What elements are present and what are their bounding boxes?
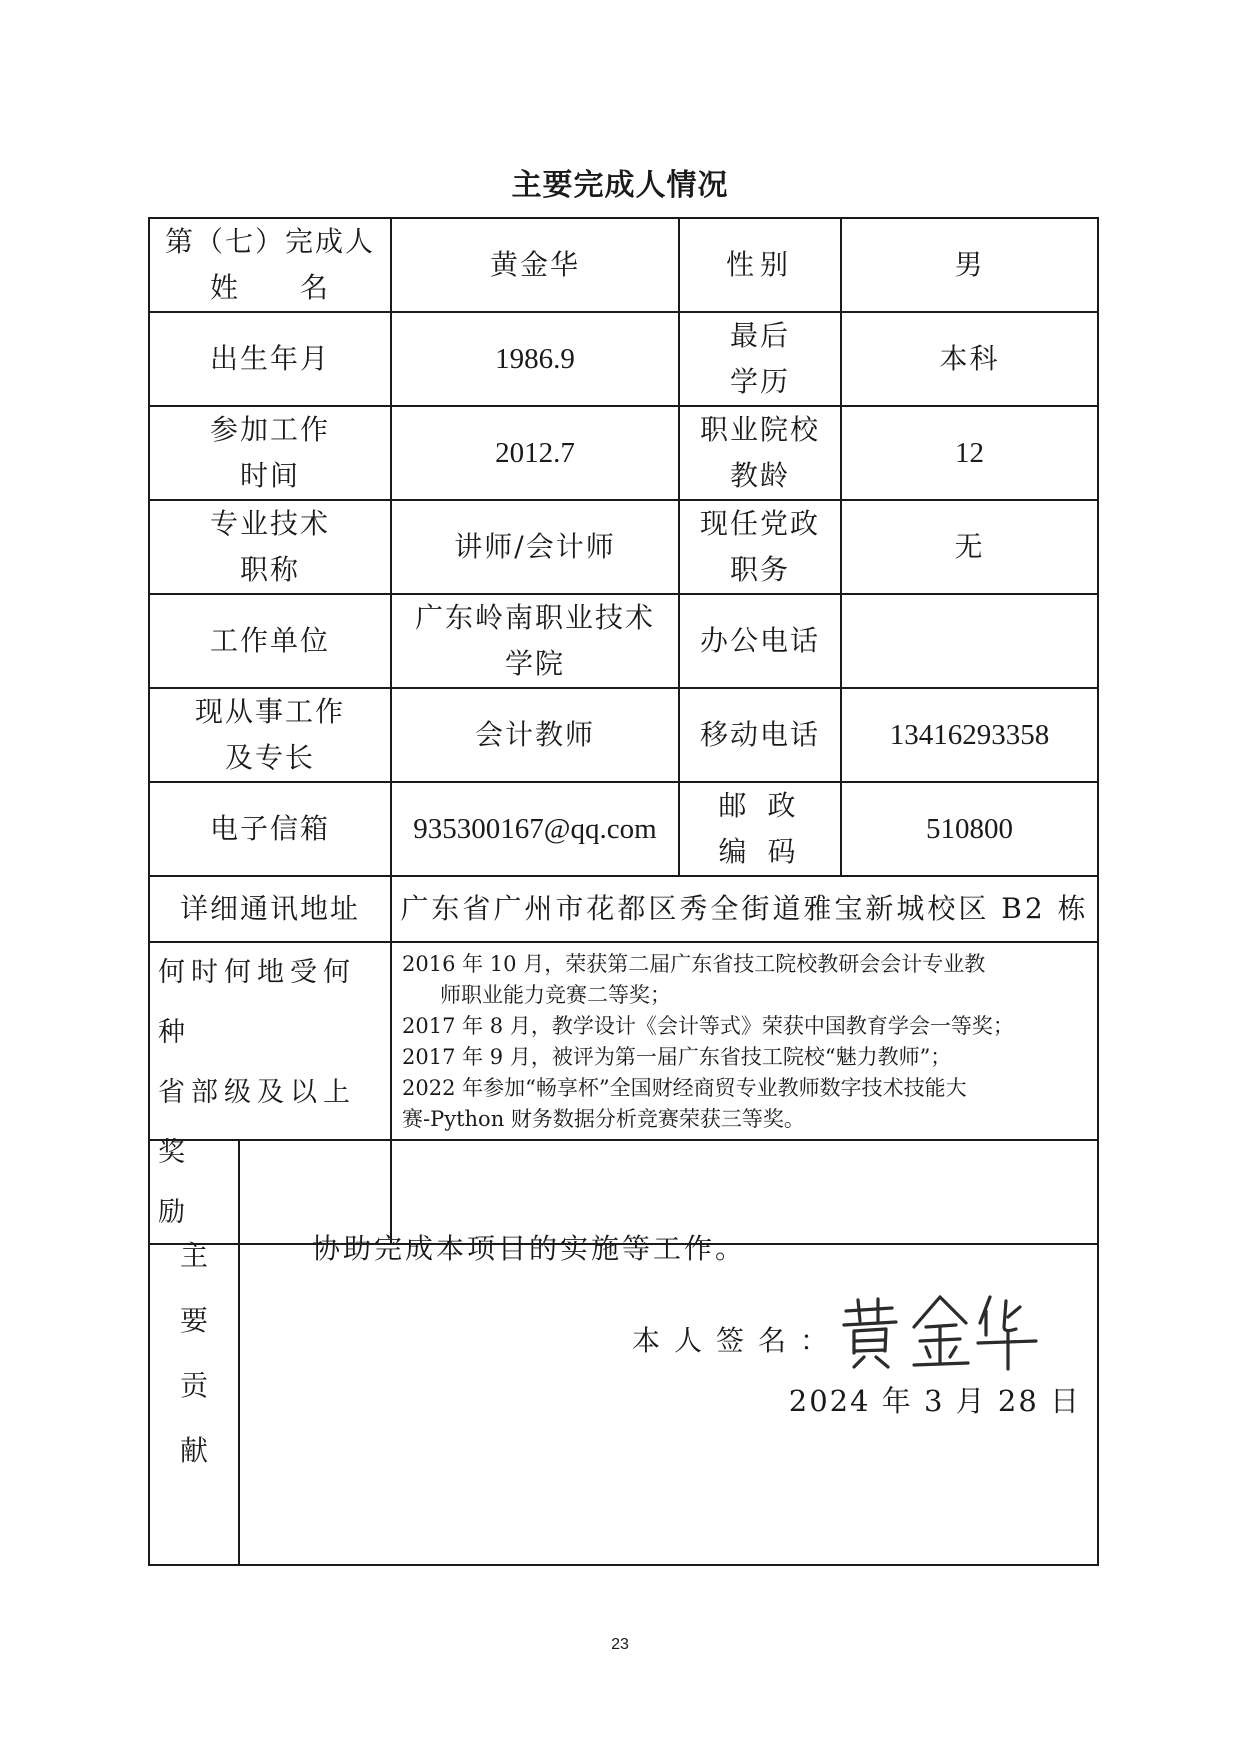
office-phone-value: [841, 594, 1098, 688]
address-label: 详细通讯地址: [149, 876, 391, 942]
contribution-label-char: 献: [179, 1433, 208, 1467]
postcode-value: 510800: [841, 782, 1098, 876]
signature-label: 本人签名：: [632, 1324, 843, 1357]
postcode-label: [679, 782, 841, 876]
table-row: [149, 594, 1098, 688]
party-position-label: [679, 500, 841, 594]
employer-value-line2: 学院: [504, 647, 565, 680]
table-row: [149, 782, 1098, 876]
award-item: 2017 年 8 月，教学设计《会计等式》荣获中国教育学会一等奖；: [402, 1014, 1014, 1038]
party-position-label-line1: 现任党政: [699, 507, 820, 540]
awards-label-line2: 省部级及以上奖: [158, 1077, 356, 1168]
employer-label: 工作单位: [149, 594, 391, 688]
table-row: [149, 1140, 1098, 1565]
name-label-line1: 第（七）完成人: [164, 225, 375, 258]
signature-date: 2024 年 3 月 28 日: [788, 1384, 1081, 1418]
awards-label-line3: 励: [158, 1197, 191, 1228]
award-item: 赛-Python 财务数据分析竞赛荣获三等奖。: [402, 1107, 805, 1131]
page-number: 23: [611, 1636, 629, 1653]
education-label-line1: 最后: [729, 319, 790, 352]
office-phone-label: 办公电话: [679, 594, 841, 688]
email-label: 电子信箱: [149, 782, 391, 876]
email-value: 935300167@qq.com: [391, 782, 679, 876]
name-value: 黄金华: [391, 218, 679, 312]
education-value: 本科: [841, 312, 1098, 406]
professional-title-label-line2: 职称: [239, 553, 300, 586]
contribution-label-char: 主: [179, 1238, 208, 1272]
award-item: 2016 年 10 月，荣获第二届广东省技工院校教研会会计专业教: [402, 952, 986, 976]
birth-value: 1986.9: [391, 312, 679, 406]
table-row: [149, 688, 1098, 782]
party-position-value: 无: [841, 500, 1098, 594]
handwritten-signature: [840, 1291, 1040, 1371]
work-start-label: [149, 406, 391, 500]
table-row: [149, 876, 1098, 942]
postcode-label-line1: 邮 政: [718, 789, 802, 822]
education-label-line2: 学历: [729, 365, 790, 398]
contribution-label-char: 贡: [179, 1368, 208, 1402]
address-value: 广东省广州市花都区秀全街道雅宝新城校区 B2 栋: [391, 876, 1098, 942]
professional-title-value: 讲师/会计师: [391, 500, 679, 594]
job-label-line2: 及专长: [224, 741, 315, 774]
name-label-line2: 姓 名: [209, 271, 330, 304]
employer-value-line1: 广东岭南职业技术: [414, 601, 655, 634]
teaching-years-label-line2: 教龄: [729, 459, 790, 492]
contribution-content: [239, 1140, 1098, 1565]
contribution-label-char: 要: [179, 1303, 208, 1337]
professional-title-label-line1: 专业技术: [209, 507, 330, 540]
award-item: 师职业能力竞赛二等奖；: [440, 983, 671, 1007]
party-position-label-line2: 职务: [729, 553, 790, 586]
job-value: 会计教师: [391, 688, 679, 782]
professional-title-label: [149, 500, 391, 594]
mobile-phone-label: 移动电话: [679, 688, 841, 782]
teaching-years-label-line1: 职业院校: [699, 413, 820, 446]
mobile-phone-value: 13416293358: [841, 688, 1098, 782]
person-info-table: [148, 217, 1099, 1245]
contribution-table: [148, 1139, 1099, 1566]
job-label: [149, 688, 391, 782]
teaching-years-label: [679, 406, 841, 500]
teaching-years-value: 12: [841, 406, 1098, 500]
birth-label: 出生年月: [149, 312, 391, 406]
award-item: 2017 年 9 月，被评为第一届广东省技工院校“魅力教师”；: [402, 1045, 952, 1069]
awards-label-line1: 何时何地受何种: [158, 957, 356, 1048]
table-row: [149, 500, 1098, 594]
education-label: [679, 312, 841, 406]
work-start-label-line2: 时间: [239, 459, 300, 492]
contribution-text: 协助完成本项目的实施等工作。: [312, 1232, 747, 1265]
employer-value: [391, 594, 679, 688]
award-item: 2022 年参加“畅享杯”全国财经商贸专业教师数字技术技能大: [402, 1076, 967, 1100]
table-row: [149, 312, 1098, 406]
work-start-label-line1: 参加工作: [209, 413, 330, 446]
job-label-line1: 现从事工作: [194, 695, 345, 728]
table-row: [149, 406, 1098, 500]
gender-value: 男: [841, 218, 1098, 312]
name-label: [149, 218, 391, 312]
table-row: [149, 218, 1098, 312]
work-start-value: 2012.7: [391, 406, 679, 500]
gender-label: 性别: [679, 218, 841, 312]
page-title: 主要完成人情况: [511, 168, 729, 203]
contribution-label: [149, 1140, 239, 1565]
postcode-label-line2: 编 码: [718, 835, 802, 868]
